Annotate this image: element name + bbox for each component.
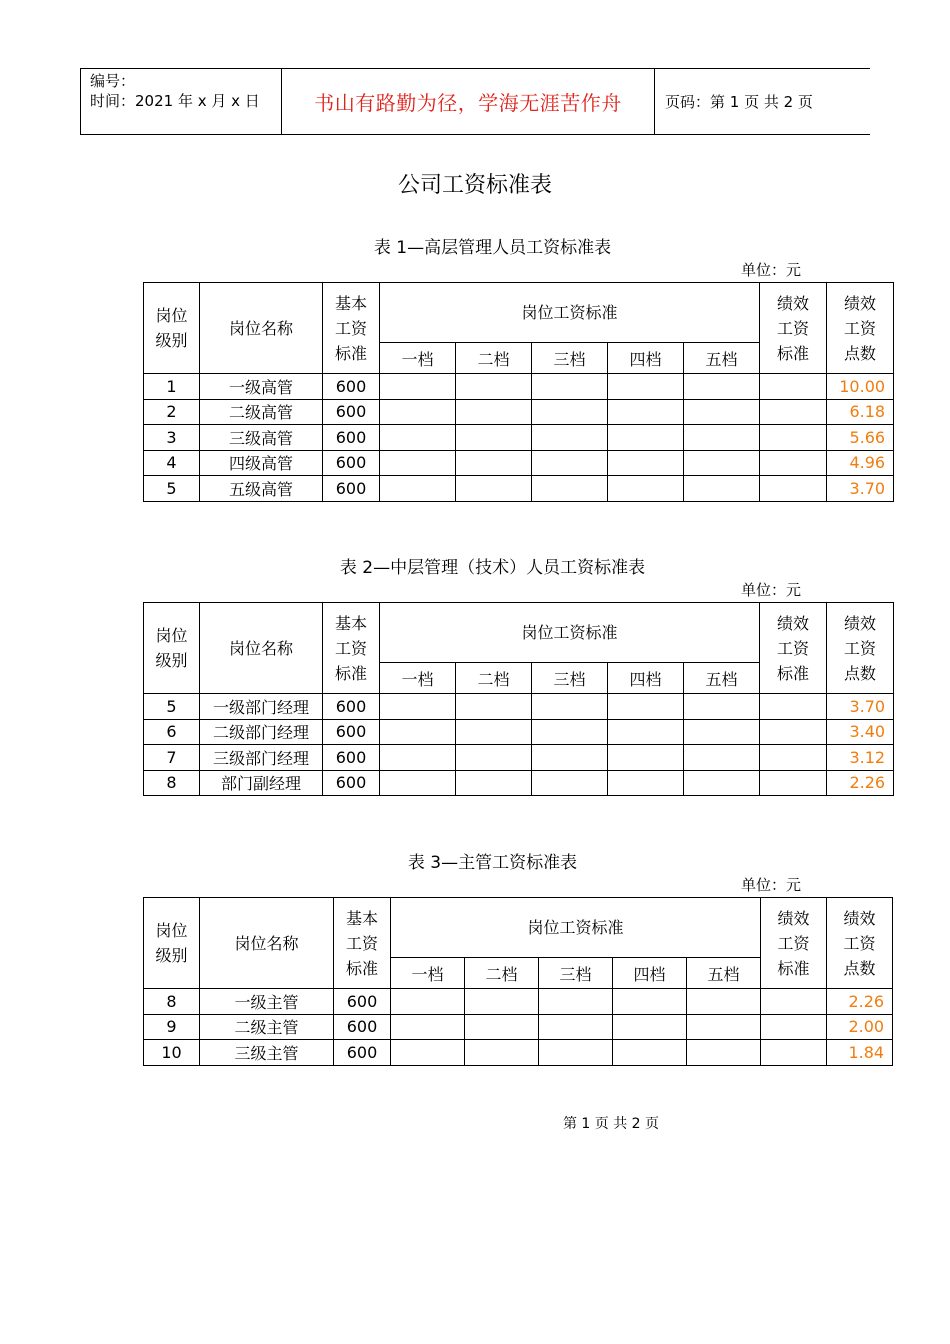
cell-performance-points: 5.66 <box>827 425 894 451</box>
col-header-name: 岗位名称 <box>200 603 323 694</box>
col-header-level: 岗位 级别 <box>144 898 200 989</box>
cell-grade-empty <box>532 425 608 451</box>
cell-grade-empty <box>539 989 613 1015</box>
col-header-grade: 三档 <box>539 958 613 989</box>
cell-grade-empty <box>613 1014 687 1040</box>
cell-level: 8 <box>144 770 200 796</box>
cell-grade-empty <box>456 719 532 745</box>
cell-level: 3 <box>144 425 200 451</box>
header-page-number: 页码：第 1 页 共 2 页 <box>665 93 813 111</box>
cell-grade-empty <box>456 425 532 451</box>
table-3-unit: 单位：元 <box>741 876 802 894</box>
table-row <box>144 425 894 451</box>
cell-base-salary: 600 <box>334 1040 391 1066</box>
col-header-name: 岗位名称 <box>200 283 323 374</box>
col-header-grade: 二档 <box>456 343 532 374</box>
cell-grade-empty <box>532 476 608 502</box>
cell-grade-empty <box>380 425 456 451</box>
cell-performance-points: 10.00 <box>827 374 894 400</box>
table-1-unit: 单位：元 <box>741 261 802 279</box>
cell-grade-empty <box>391 1040 465 1066</box>
table-row <box>144 476 894 502</box>
cell-grade-empty <box>456 374 532 400</box>
cell-position-name: 一级主管 <box>200 989 334 1015</box>
cell-grade-empty <box>608 719 684 745</box>
cell-grade-empty <box>687 989 761 1015</box>
col-header-grade: 一档 <box>380 663 456 694</box>
table-row <box>144 770 894 796</box>
cell-base-salary: 600 <box>323 719 380 745</box>
cell-grade-empty <box>532 450 608 476</box>
cell-grade-empty <box>380 745 456 771</box>
col-header-grade: 五档 <box>687 958 761 989</box>
cell-grade-empty <box>613 1040 687 1066</box>
cell-level: 8 <box>144 989 200 1015</box>
cell-performance-points: 4.96 <box>827 450 894 476</box>
cell-grade-empty <box>684 450 760 476</box>
cell-grade-empty <box>608 399 684 425</box>
header-meta <box>81 69 282 134</box>
col-header-post-salary: 岗位工资标准 <box>380 283 760 343</box>
cell-grade-empty <box>456 450 532 476</box>
cell-position-name: 四级高管 <box>200 450 323 476</box>
table-row <box>144 1014 893 1040</box>
cell-performance-points: 3.40 <box>827 719 894 745</box>
col-header-grade: 一档 <box>380 343 456 374</box>
table-row <box>144 399 894 425</box>
col-header-performance-points: 绩效 工资 点数 <box>827 283 894 374</box>
cell-performance-standard-empty <box>760 399 827 425</box>
cell-base-salary: 600 <box>323 694 380 720</box>
cell-level: 10 <box>144 1040 200 1066</box>
cell-grade-empty <box>456 476 532 502</box>
cell-level: 5 <box>144 476 200 502</box>
cell-grade-empty <box>380 450 456 476</box>
cell-grade-empty <box>532 399 608 425</box>
cell-base-salary: 600 <box>323 770 380 796</box>
cell-position-name: 三级高管 <box>200 425 323 451</box>
cell-grade-empty <box>684 745 760 771</box>
table-row <box>144 719 894 745</box>
cell-position-name: 一级高管 <box>200 374 323 400</box>
cell-grade-empty <box>539 1014 613 1040</box>
col-header-base-salary: 基本 工资 标准 <box>323 283 380 374</box>
col-header-grade: 三档 <box>532 343 608 374</box>
cell-position-name: 一级部门经理 <box>200 694 323 720</box>
table-row <box>144 374 894 400</box>
cell-performance-points: 1.84 <box>827 1040 893 1066</box>
cell-grade-empty <box>380 694 456 720</box>
cell-grade-empty <box>456 770 532 796</box>
cell-grade-empty <box>608 425 684 451</box>
document-header <box>80 68 870 135</box>
cell-base-salary: 600 <box>323 374 380 400</box>
col-header-performance-points: 绩效 工资 点数 <box>827 898 893 989</box>
cell-performance-standard-empty <box>760 374 827 400</box>
col-header-grade: 四档 <box>613 958 687 989</box>
salary-table-middle <box>143 602 894 796</box>
cell-base-salary: 600 <box>334 989 391 1015</box>
cell-base-salary: 600 <box>334 1014 391 1040</box>
cell-grade-empty <box>465 1014 539 1040</box>
cell-position-name: 三级主管 <box>200 1040 334 1066</box>
cell-grade-empty <box>608 770 684 796</box>
col-header-grade: 五档 <box>684 343 760 374</box>
col-header-performance-points: 绩效 工资 点数 <box>827 603 894 694</box>
cell-base-salary: 600 <box>323 450 380 476</box>
cell-level: 6 <box>144 719 200 745</box>
cell-performance-points: 3.70 <box>827 476 894 502</box>
cell-grade-empty <box>684 694 760 720</box>
cell-grade-empty <box>456 694 532 720</box>
cell-grade-empty <box>380 476 456 502</box>
col-header-grade: 四档 <box>608 343 684 374</box>
cell-performance-standard-empty <box>760 450 827 476</box>
col-header-level: 岗位 级别 <box>144 283 200 374</box>
cell-grade-empty <box>532 374 608 400</box>
cell-base-salary: 600 <box>323 399 380 425</box>
table-2-caption: 表 2—中层管理（技术）人员工资标准表 <box>339 558 646 578</box>
table-header-row <box>144 898 893 958</box>
table-row <box>144 694 894 720</box>
cell-grade-empty <box>532 745 608 771</box>
cell-performance-standard-empty <box>760 694 827 720</box>
page-title: 公司工资标准表 <box>397 173 552 198</box>
col-header-grade: 五档 <box>684 663 760 694</box>
cell-performance-points: 2.26 <box>827 989 893 1015</box>
cell-level: 4 <box>144 450 200 476</box>
col-header-performance-standard: 绩效 工资 标准 <box>760 603 827 694</box>
cell-grade-empty <box>380 770 456 796</box>
table-header-row <box>144 603 894 663</box>
table-row <box>144 450 894 476</box>
doc-code-label: 编号： <box>90 72 136 90</box>
col-header-name: 岗位名称 <box>200 898 334 989</box>
cell-position-name: 五级高管 <box>200 476 323 502</box>
cell-level: 1 <box>144 374 200 400</box>
col-header-grade: 二档 <box>456 663 532 694</box>
page-footer: 第 1 页 共 2 页 <box>562 1116 660 1132</box>
col-header-grade: 二档 <box>465 958 539 989</box>
header-motto: 书山有路勤为径，学海无涯苦作舟 <box>282 69 655 134</box>
col-header-performance-standard: 绩效 工资 标准 <box>761 898 827 989</box>
cell-grade-empty <box>465 1040 539 1066</box>
cell-grade-empty <box>380 719 456 745</box>
cell-grade-empty <box>608 694 684 720</box>
col-header-grade: 四档 <box>608 663 684 694</box>
cell-grade-empty <box>456 745 532 771</box>
cell-grade-empty <box>684 399 760 425</box>
cell-performance-points: 3.70 <box>827 694 894 720</box>
cell-performance-standard-empty <box>760 745 827 771</box>
salary-table-supervisor <box>143 897 893 1066</box>
table-header-row <box>144 283 894 343</box>
col-header-post-salary: 岗位工资标准 <box>380 603 760 663</box>
cell-grade-empty <box>684 374 760 400</box>
cell-performance-standard-empty <box>761 989 827 1015</box>
cell-grade-empty <box>532 770 608 796</box>
cell-grade-empty <box>684 719 760 745</box>
cell-level: 5 <box>144 694 200 720</box>
cell-performance-standard-empty <box>761 1014 827 1040</box>
cell-level: 2 <box>144 399 200 425</box>
cell-grade-empty <box>465 989 539 1015</box>
cell-grade-empty <box>687 1014 761 1040</box>
cell-position-name: 三级部门经理 <box>200 745 323 771</box>
cell-performance-standard-empty <box>760 425 827 451</box>
cell-grade-empty <box>380 374 456 400</box>
cell-grade-empty <box>391 1014 465 1040</box>
cell-performance-standard-empty <box>760 476 827 502</box>
cell-level: 7 <box>144 745 200 771</box>
cell-position-name: 二级部门经理 <box>200 719 323 745</box>
cell-grade-empty <box>684 476 760 502</box>
cell-grade-empty <box>532 719 608 745</box>
doc-date-label: 时间：2021 年 x 月 x 日 <box>90 92 260 110</box>
cell-performance-standard-empty <box>761 1040 827 1066</box>
col-header-base-salary: 基本 工资 标准 <box>334 898 391 989</box>
cell-base-salary: 600 <box>323 476 380 502</box>
cell-grade-empty <box>608 476 684 502</box>
cell-base-salary: 600 <box>323 425 380 451</box>
cell-position-name: 二级高管 <box>200 399 323 425</box>
salary-table-senior <box>143 282 894 502</box>
cell-position-name: 部门副经理 <box>200 770 323 796</box>
table-row <box>144 1040 893 1066</box>
cell-grade-empty <box>687 1040 761 1066</box>
col-header-grade: 一档 <box>391 958 465 989</box>
col-header-level: 岗位 级别 <box>144 603 200 694</box>
cell-performance-points: 6.18 <box>827 399 894 425</box>
cell-performance-standard-empty <box>760 719 827 745</box>
cell-grade-empty <box>613 989 687 1015</box>
col-header-post-salary: 岗位工资标准 <box>391 898 761 958</box>
cell-grade-empty <box>684 425 760 451</box>
table-row <box>144 989 893 1015</box>
table-2-unit: 单位：元 <box>741 581 802 599</box>
cell-grade-empty <box>380 399 456 425</box>
cell-grade-empty <box>684 770 760 796</box>
cell-performance-points: 2.26 <box>827 770 894 796</box>
cell-grade-empty <box>608 374 684 400</box>
cell-position-name: 二级主管 <box>200 1014 334 1040</box>
table-3-caption: 表 3—主管工资标准表 <box>407 853 578 873</box>
cell-base-salary: 600 <box>323 745 380 771</box>
col-header-base-salary: 基本 工资 标准 <box>323 603 380 694</box>
col-header-grade: 三档 <box>532 663 608 694</box>
cell-performance-standard-empty <box>760 770 827 796</box>
cell-grade-empty <box>539 1040 613 1066</box>
cell-performance-points: 2.00 <box>827 1014 893 1040</box>
col-header-performance-standard: 绩效 工资 标准 <box>760 283 827 374</box>
table-1-caption: 表 1—高层管理人员工资标准表 <box>373 238 612 258</box>
cell-performance-points: 3.12 <box>827 745 894 771</box>
cell-grade-empty <box>391 989 465 1015</box>
cell-grade-empty <box>456 399 532 425</box>
cell-grade-empty <box>532 694 608 720</box>
cell-level: 9 <box>144 1014 200 1040</box>
table-row <box>144 745 894 771</box>
cell-grade-empty <box>608 745 684 771</box>
cell-grade-empty <box>608 450 684 476</box>
